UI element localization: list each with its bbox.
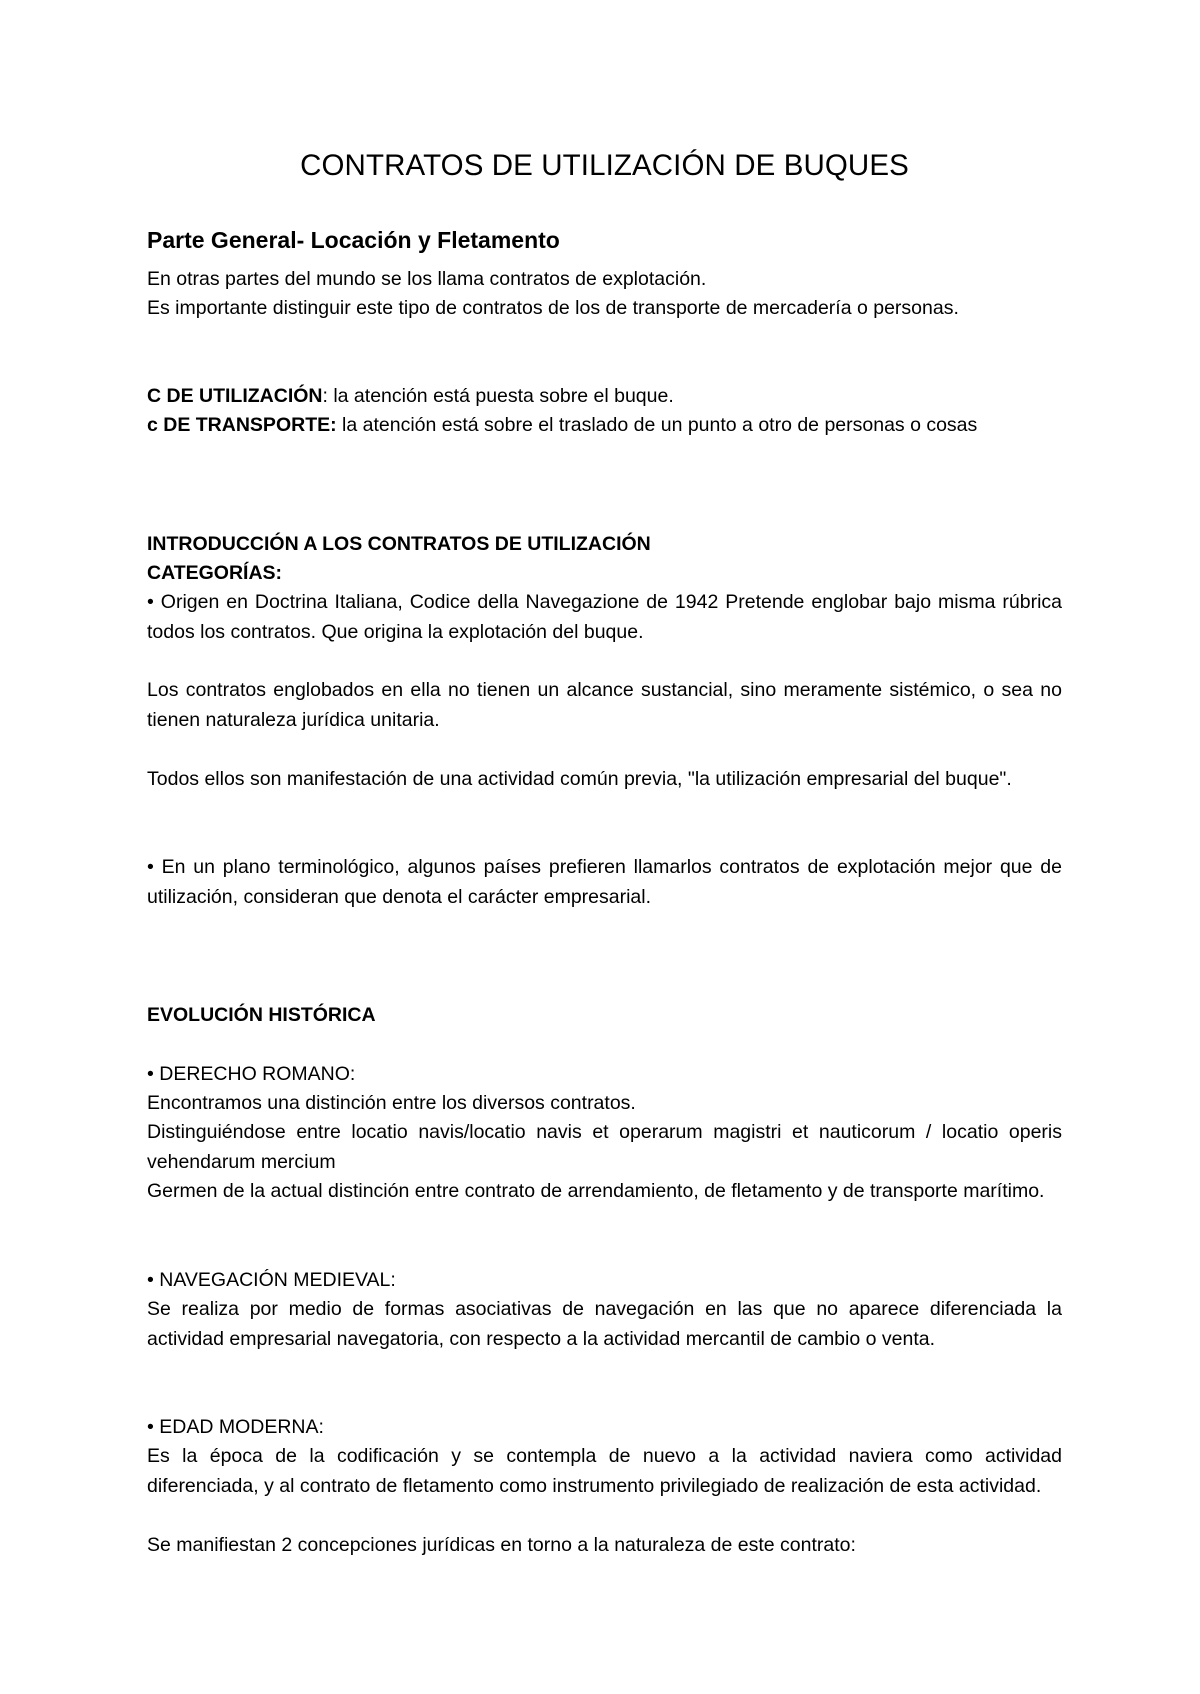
- romano-line-1: Encontramos una distinción entre los diversos contratos.: [147, 1092, 636, 1114]
- romano-title: • DERECHO ROMANO:: [147, 1063, 356, 1085]
- evolucion-heading: EVOLUCIÓN HISTÓRICA: [147, 1004, 376, 1026]
- moderna-line-2: Se manifiestan 2 concepciones jurídicas en torno a la naturaleza de este contrato:: [147, 1534, 856, 1556]
- introduccion-paragraph-2: Los contratos englobados en ella no tienen un alcance sustancial, sino meramente sistémico, o sea no tienen naturaleza jurídica unitaria.: [147, 679, 1062, 731]
- moderna-text: Es la época de la codificación y se contempla de nuevo a la actividad naviera como actividad diferenciada, y al contrato de fletamento como instrumento privilegiado de realización de esta actividad.: [147, 1445, 1062, 1497]
- intro-line-1: En otras partes del mundo se los llama contratos de explotación.: [147, 268, 707, 290]
- romano-line-3: Germen de la actual distinción entre contrato de arrendamiento, de fletamento y de transporte marítimo.: [147, 1180, 1045, 1202]
- section-subtitle: Parte General- Locación y Fletamento: [147, 227, 560, 253]
- introduccion-heading: INTRODUCCIÓN A LOS CONTRATOS DE UTILIZACIÓN: [147, 533, 651, 555]
- definition-transporte-term: c DE TRANSPORTE:: [147, 414, 337, 436]
- definition-utilizacion: [147, 382, 1062, 412]
- romano-line-2: Distinguiéndose entre locatio navis/locatio navis et operarum magistri et nauticorum / locatio operis vehendarum mercium: [147, 1121, 1062, 1173]
- introduccion-paragraph-1: • Origen en Doctrina Italiana, Codice della Navegazione de 1942 Pretende englobar bajo misma rúbrica todos los contratos. Que origina la explotación del buque.: [147, 591, 1062, 643]
- definition-utilizacion-term: C DE UTILIZACIÓN: [147, 385, 323, 407]
- definition-utilizacion-text: : la atención está puesta sobre el buque.: [322, 385, 674, 407]
- introduccion-paragraph-4: • En un plano terminológico, algunos países prefieren llamarlos contratos de explotación mejor que de utilización, consideran que denota el carácter empresarial.: [147, 856, 1062, 908]
- medieval-text: Se realiza por medio de formas asociativas de navegación en las que no aparece diferenciada la actividad empresarial navegatoria, con respecto a la actividad mercantil de cambio o venta.: [147, 1298, 1062, 1350]
- intro-line-2: Es importante distinguir este tipo de contratos de los de transporte de mercadería o personas.: [147, 297, 959, 319]
- introduccion-paragraph-3: Todos ellos son manifestación de una actividad común previa, "la utilización empresarial del buque".: [147, 768, 1012, 790]
- categorias-heading: CATEGORÍAS:: [147, 562, 283, 584]
- medieval-title: • NAVEGACIÓN MEDIEVAL:: [147, 1269, 396, 1291]
- document-title: CONTRATOS DE UTILIZACIÓN DE BUQUES: [300, 149, 909, 182]
- definition-transporte-text: la atención está sobre el traslado de un punto a otro de personas o cosas: [336, 414, 978, 436]
- definition-transporte: [147, 411, 1062, 441]
- moderna-title: • EDAD MODERNA:: [147, 1416, 324, 1438]
